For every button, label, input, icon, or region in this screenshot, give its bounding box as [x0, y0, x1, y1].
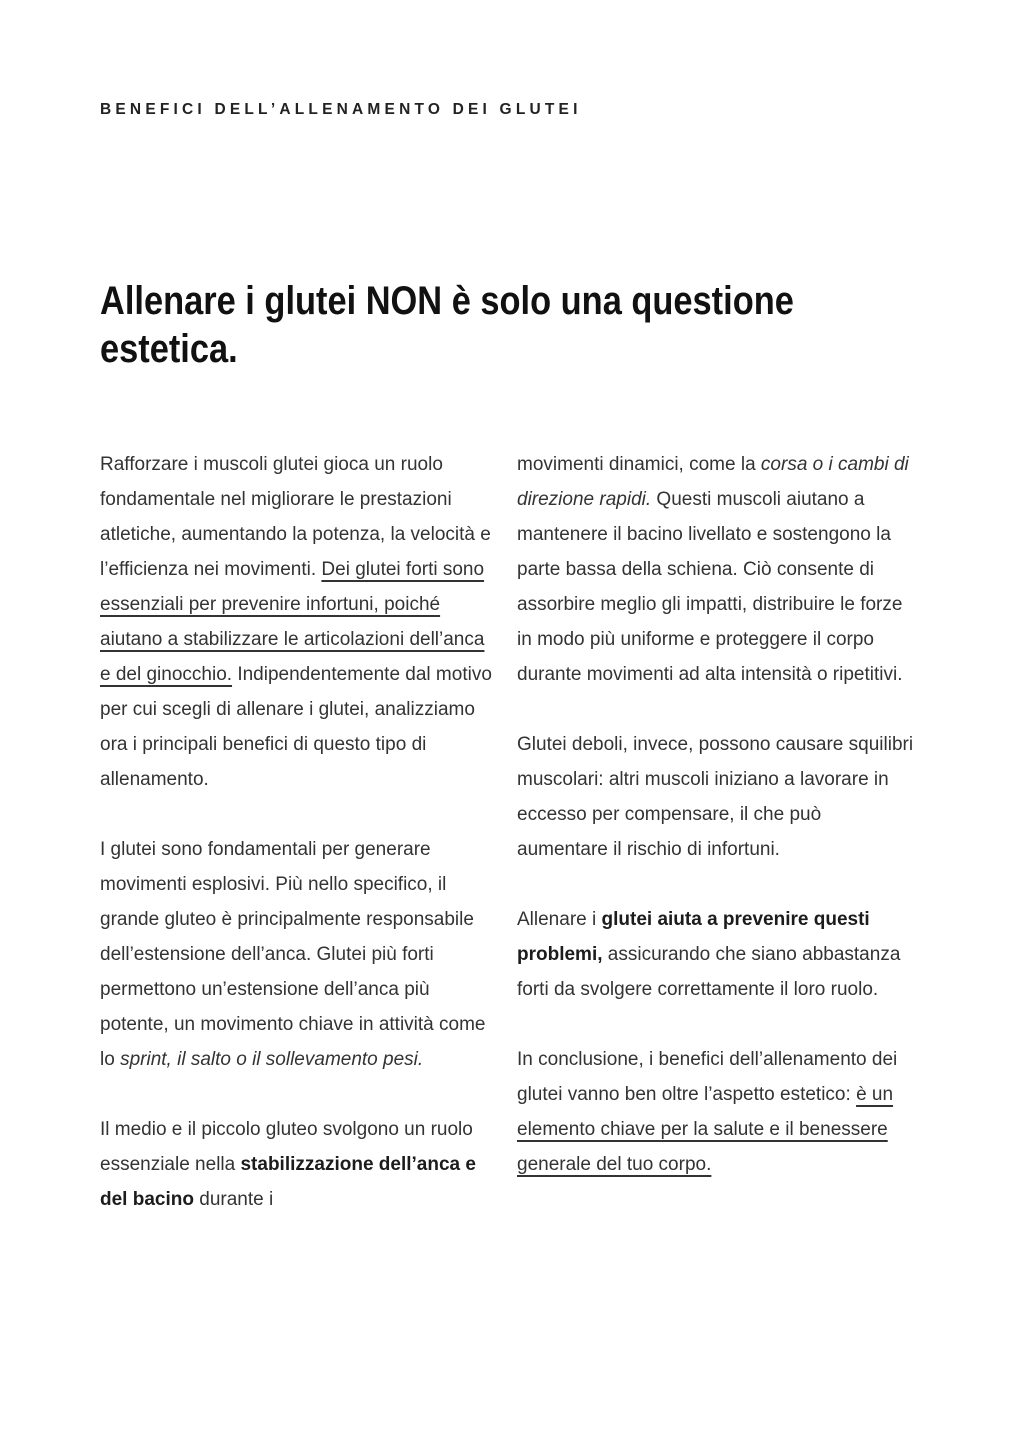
- text-run: assicurando che siano abbastanza forti da svolgere correttamente il loro ruolo.: [517, 944, 901, 1000]
- text-run: movimenti dinamici, come la: [517, 454, 761, 475]
- text-run: Allenare i: [517, 909, 602, 930]
- paragraph: [517, 1042, 916, 1182]
- text-run: Indipendentemente dal motivo per cui scegli di allenare i glutei, analizziamo ora i principali benefici di questo tipo di allenamento.: [100, 664, 492, 790]
- section-eyebrow: BENEFICI DELL’ALLENAMENTO DEI GLUTEI: [100, 101, 582, 118]
- bold-text: stabilizzazione dell’anca e del bacino: [100, 1154, 476, 1210]
- page-title: [100, 277, 916, 373]
- italic-text: corsa o i cambi di direzione rapidi.: [517, 454, 909, 510]
- paragraph: [517, 902, 916, 1007]
- paragraph: [517, 447, 916, 692]
- text-run: durante i: [193, 1189, 274, 1210]
- right-column: [517, 447, 916, 1217]
- underlined-text: è un elemento chiave per la salute e il benessere generale del tuo corpo.: [517, 1084, 894, 1175]
- text-run: I glutei sono fondamentali per generare movimenti esplosivi. Più nello specifico, il grande gluteo è principalmente responsabile dell’estensione dell’anca. Glutei più forti permettono un’estensione dell’anca più potente, un movimento chiave in attività come lo: [100, 839, 486, 1070]
- paragraph: [100, 1112, 499, 1217]
- underlined-text: Dei glutei forti sono essenziali per prevenire infortuni, poiché aiutano a stabilizzare le articolazioni dell’anca e del ginocchio.: [100, 559, 485, 685]
- paragraph: [100, 447, 499, 797]
- paragraph: [100, 832, 499, 1077]
- text-run: In conclusione, i benefici dell’allenamento dei glutei vanno ben oltre l’aspetto estetico:: [517, 1049, 898, 1105]
- paragraph: [517, 727, 916, 867]
- text-run: Questi muscoli aiutano a mantenere il bacino livellato e sostengono la parte bassa della schiena. Ciò consente di assorbire meglio gli impatti, distribuire le forze in modo più uniforme e proteggere il corpo durante movimenti ad alta intensità o ripetitivi.: [517, 489, 903, 685]
- two-column-body: [100, 447, 916, 1217]
- text-run: Rafforzare i muscoli glutei gioca un ruolo fondamentale nel migliorare le prestazioni atletiche, aumentando la potenza, la velocità e l’efficienza nei movimenti.: [100, 454, 491, 580]
- text-run: Il medio e il piccolo gluteo svolgono un ruolo essenziale nella: [100, 1119, 473, 1175]
- page-title-line-2: estetica.: [100, 327, 238, 371]
- bold-text: glutei aiuta a prevenire questi problemi,: [517, 909, 870, 965]
- left-column: [100, 447, 499, 1217]
- italic-text: sprint, il salto o il sollevamento pesi.: [120, 1049, 424, 1070]
- text-run: Glutei deboli, invece, possono causare squilibri muscolari: altri muscoli iniziano a lavorare in eccesso per compensare, il che può aumentare il rischio di infortuni.: [517, 734, 914, 860]
- page-title-line-1: Allenare i glutei NON è solo una questione: [100, 279, 794, 323]
